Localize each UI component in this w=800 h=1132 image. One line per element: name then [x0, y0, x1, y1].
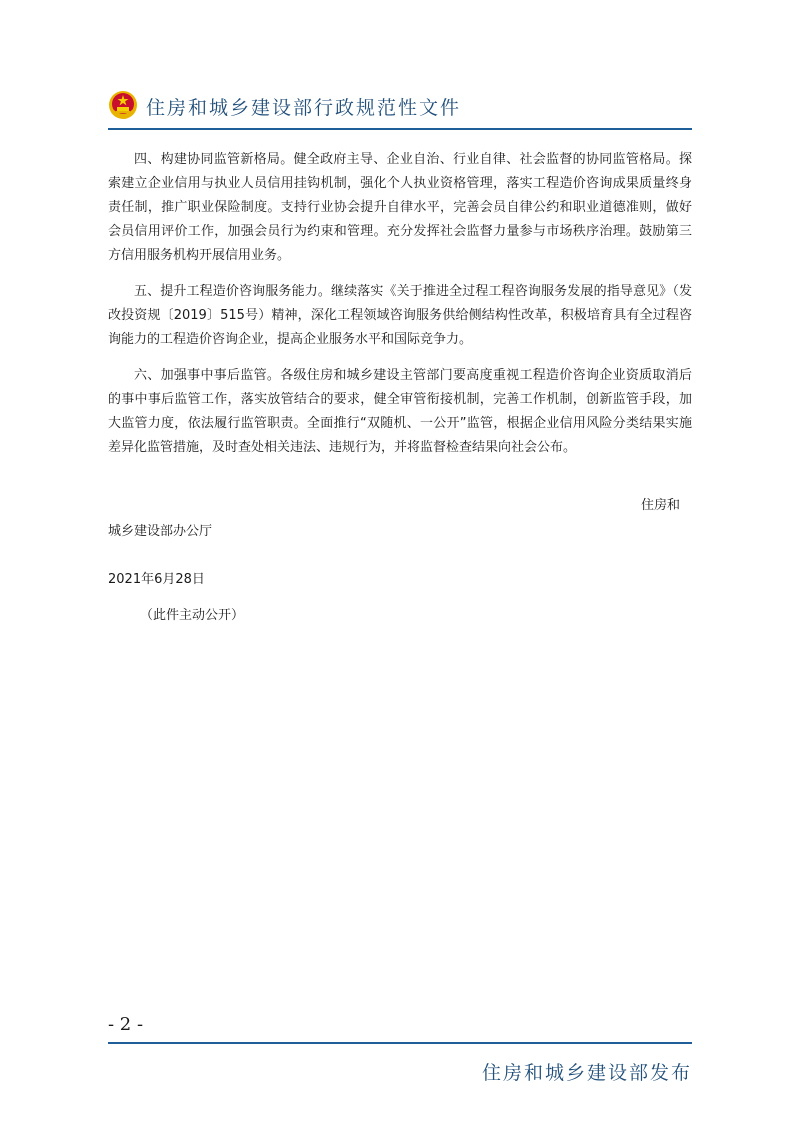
header-title: 住房和城乡建设部行政规范性文件	[146, 97, 462, 119]
header-divider	[108, 128, 692, 130]
footer-publisher: 住房和城乡建设部发布	[481, 1062, 692, 1084]
signature-date: 2021年6月28日	[108, 572, 205, 587]
signature-line-1: 住房和	[640, 498, 680, 513]
document-header	[108, 84, 692, 128]
publicity-note: （此件主动公开）	[140, 608, 245, 623]
footer-divider	[108, 1042, 692, 1044]
document-body	[108, 140, 692, 472]
paragraph-four: 四、构建协同监管新格局。健全政府主导、企业自治、行业自律、社会监督的协同监管格局。探索建立企业信用与执业人员信用挂钩机制，强化个人执业资格管理，落实工程造价咨询成果质量终身责任制，推广职业保险制度。支持行业协会提升自律水平，完善会员自律公约和职业道德准则，做好会员信用评价工作，加强会员行为约束和管理。充分发挥社会监督力量参与市场秩序治理。鼓励第三方信用服务机构开展信用业务。	[108, 152, 692, 263]
signature-line-2: 城乡建设部办公厅	[108, 524, 213, 539]
paragraph-five: 五、提升工程造价咨询服务能力。继续落实《关于推进全过程工程咨询服务发展的指导意见》（发改投资规〔2019〕515号）精神，深化工程领域咨询服务供给侧结构性改革，积极培育具有全过程咨询能力的工程造价咨询企业，提高企业服务水平和国际竞争力。	[108, 284, 692, 347]
paragraph-six: 六、加强事中事后监管。各级住房和城乡建设主管部门要高度重视工程造价咨询企业资质取消后的事中事后监管工作，落实放管结合的要求，健全审管衔接机制，完善工作机制，创新监管手段，加大监管力度，依法履行监管职责。全面推行“双随机、一公开”监管，根据企业信用风险分类结果实施差异化监管措施，及时查处相关违法、违规行为，并将监督检查结果向社会公布。	[108, 368, 692, 455]
national-emblem-icon	[108, 90, 138, 120]
page-number: - 2 -	[108, 1014, 144, 1035]
